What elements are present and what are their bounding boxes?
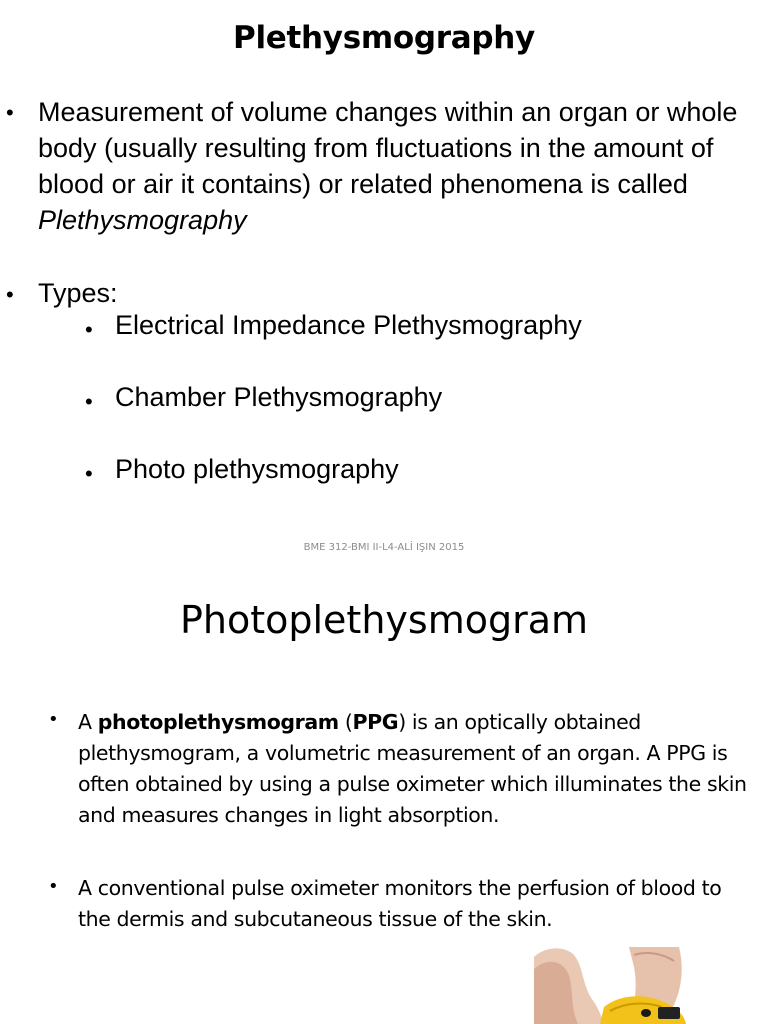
types-label: Types: (38, 278, 118, 308)
text-span: A (78, 710, 98, 734)
type-item-2: Chamber Plethysmography (115, 382, 443, 412)
bold-term: photoplethysmogram (97, 710, 339, 734)
type-item-3: Photo plethysmography (115, 454, 399, 484)
bullet-marker: • (6, 100, 14, 125)
definition-paragraph (38, 94, 753, 238)
sub-bullet-marker: • (85, 317, 93, 342)
slide-title: Photoplethysmogram (179, 598, 589, 642)
slide-title: Plethysmography (233, 20, 535, 56)
bullet-marker: • (6, 282, 14, 307)
bullet-marker: • (48, 709, 59, 730)
slide-photoplethysmogram (0, 560, 768, 1024)
definition-emphasis: Plethysmography (38, 205, 247, 235)
bold-abbreviation: PPG (352, 710, 399, 734)
sub-bullet-marker: • (85, 461, 93, 486)
definition-text: Measurement of volume changes within an organ or whole body (usually resulting from fluctuations in the amount of blood or air it contains) or related phenomena is called (38, 97, 738, 199)
bullet-marker: • (48, 876, 59, 897)
pulse-oximeter-photo (534, 947, 686, 1024)
ppg-definition-paragraph (78, 707, 750, 831)
type-item-1: Electrical Impedance Plethysmography (115, 310, 582, 340)
text-span: ( (338, 710, 353, 734)
slide-footer: BME 312-BMI II-L4-ALİ IŞIN 2015 (303, 542, 465, 553)
oximeter-paragraph: A conventional pulse oximeter monitors the perfusion of blood to the dermis and subcutaneous tissue of the skin. (78, 876, 722, 931)
text-span: ) is an optically obtained plethysmogram, a volumetric measurement of an organ. A PPG is often obtained by using a pulse oximeter which illuminates the skin and measures changes in light absorption. (78, 710, 747, 827)
sub-bullet-marker: • (85, 389, 93, 414)
finger-oximeter-image (534, 947, 686, 1024)
